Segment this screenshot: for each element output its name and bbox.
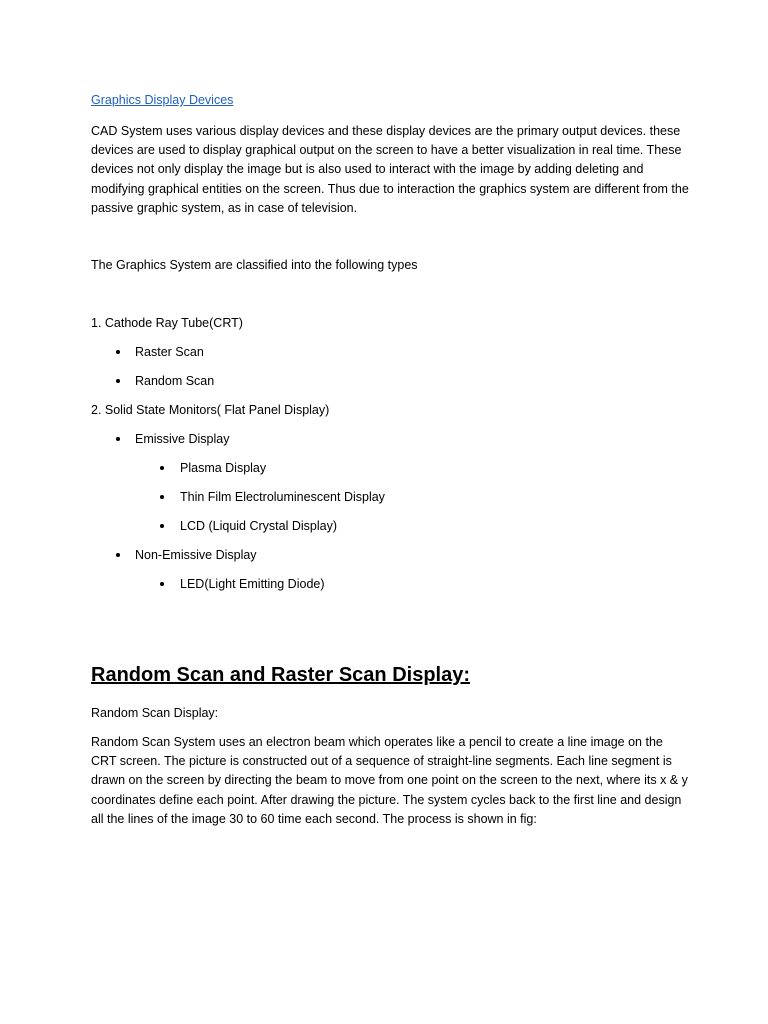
- bullet-icon: [116, 437, 120, 441]
- bullet-icon: [160, 524, 164, 528]
- list-item-crt: 1. Cathode Ray Tube(CRT): [91, 316, 243, 330]
- bullet-icon: [116, 379, 120, 383]
- section-heading: Random Scan and Raster Scan Display:: [91, 664, 471, 686]
- random-scan-paragraph: Random Scan System uses an electron beam which operates like a pencil to create a line image on the CRT screen. The picture is constructed out of a sequence of straight-line segments. Each line segment is drawn on the screen by directing the beam to move from one point on the screen to the next, where its x & y coordinates define each point. After drawing the picture. The system cycles back to the first line and design all the lines of the image 30 to 60 time each second. The process is shown in fig:: [91, 735, 688, 826]
- list-item-solid-state-monitors: 2. Solid State Monitors( Flat Panel Display): [91, 403, 330, 417]
- list-item-led: LED(Light Emitting Diode): [180, 577, 325, 591]
- bullet-icon: [116, 350, 120, 354]
- bullet-icon: [160, 466, 164, 470]
- intro-paragraph: CAD System uses various display devices and these display devices are the primary output devices. these devices are used to display graphical output on the screen to have a better visualization in real time. These devices not only display the image but is also used to interact with the image by adding deleting and modifying graphical entities on the screen. Thus due to interaction the graphics system are different from the passive graphic system, as in case of television.: [91, 124, 689, 215]
- list-item-emissive-display: Emissive Display: [135, 432, 230, 446]
- list-item-raster-scan: Raster Scan: [135, 345, 204, 359]
- list-item-lcd: LCD (Liquid Crystal Display): [180, 519, 337, 533]
- graphics-display-devices-link[interactable]: Graphics Display Devices: [91, 93, 234, 107]
- list-item-plasma-display: Plasma Display: [180, 461, 267, 475]
- list-item-random-scan: Random Scan: [135, 374, 215, 388]
- bullet-icon: [160, 495, 164, 499]
- bullet-icon: [116, 553, 120, 557]
- list-item-non-emissive-display: Non-Emissive Display: [135, 548, 257, 562]
- bullet-icon: [160, 582, 164, 586]
- list-item-thin-film-display: Thin Film Electroluminescent Display: [180, 490, 385, 504]
- classification-intro: The Graphics System are classified into the following types: [91, 258, 418, 272]
- random-scan-subheading: Random Scan Display:: [91, 706, 219, 720]
